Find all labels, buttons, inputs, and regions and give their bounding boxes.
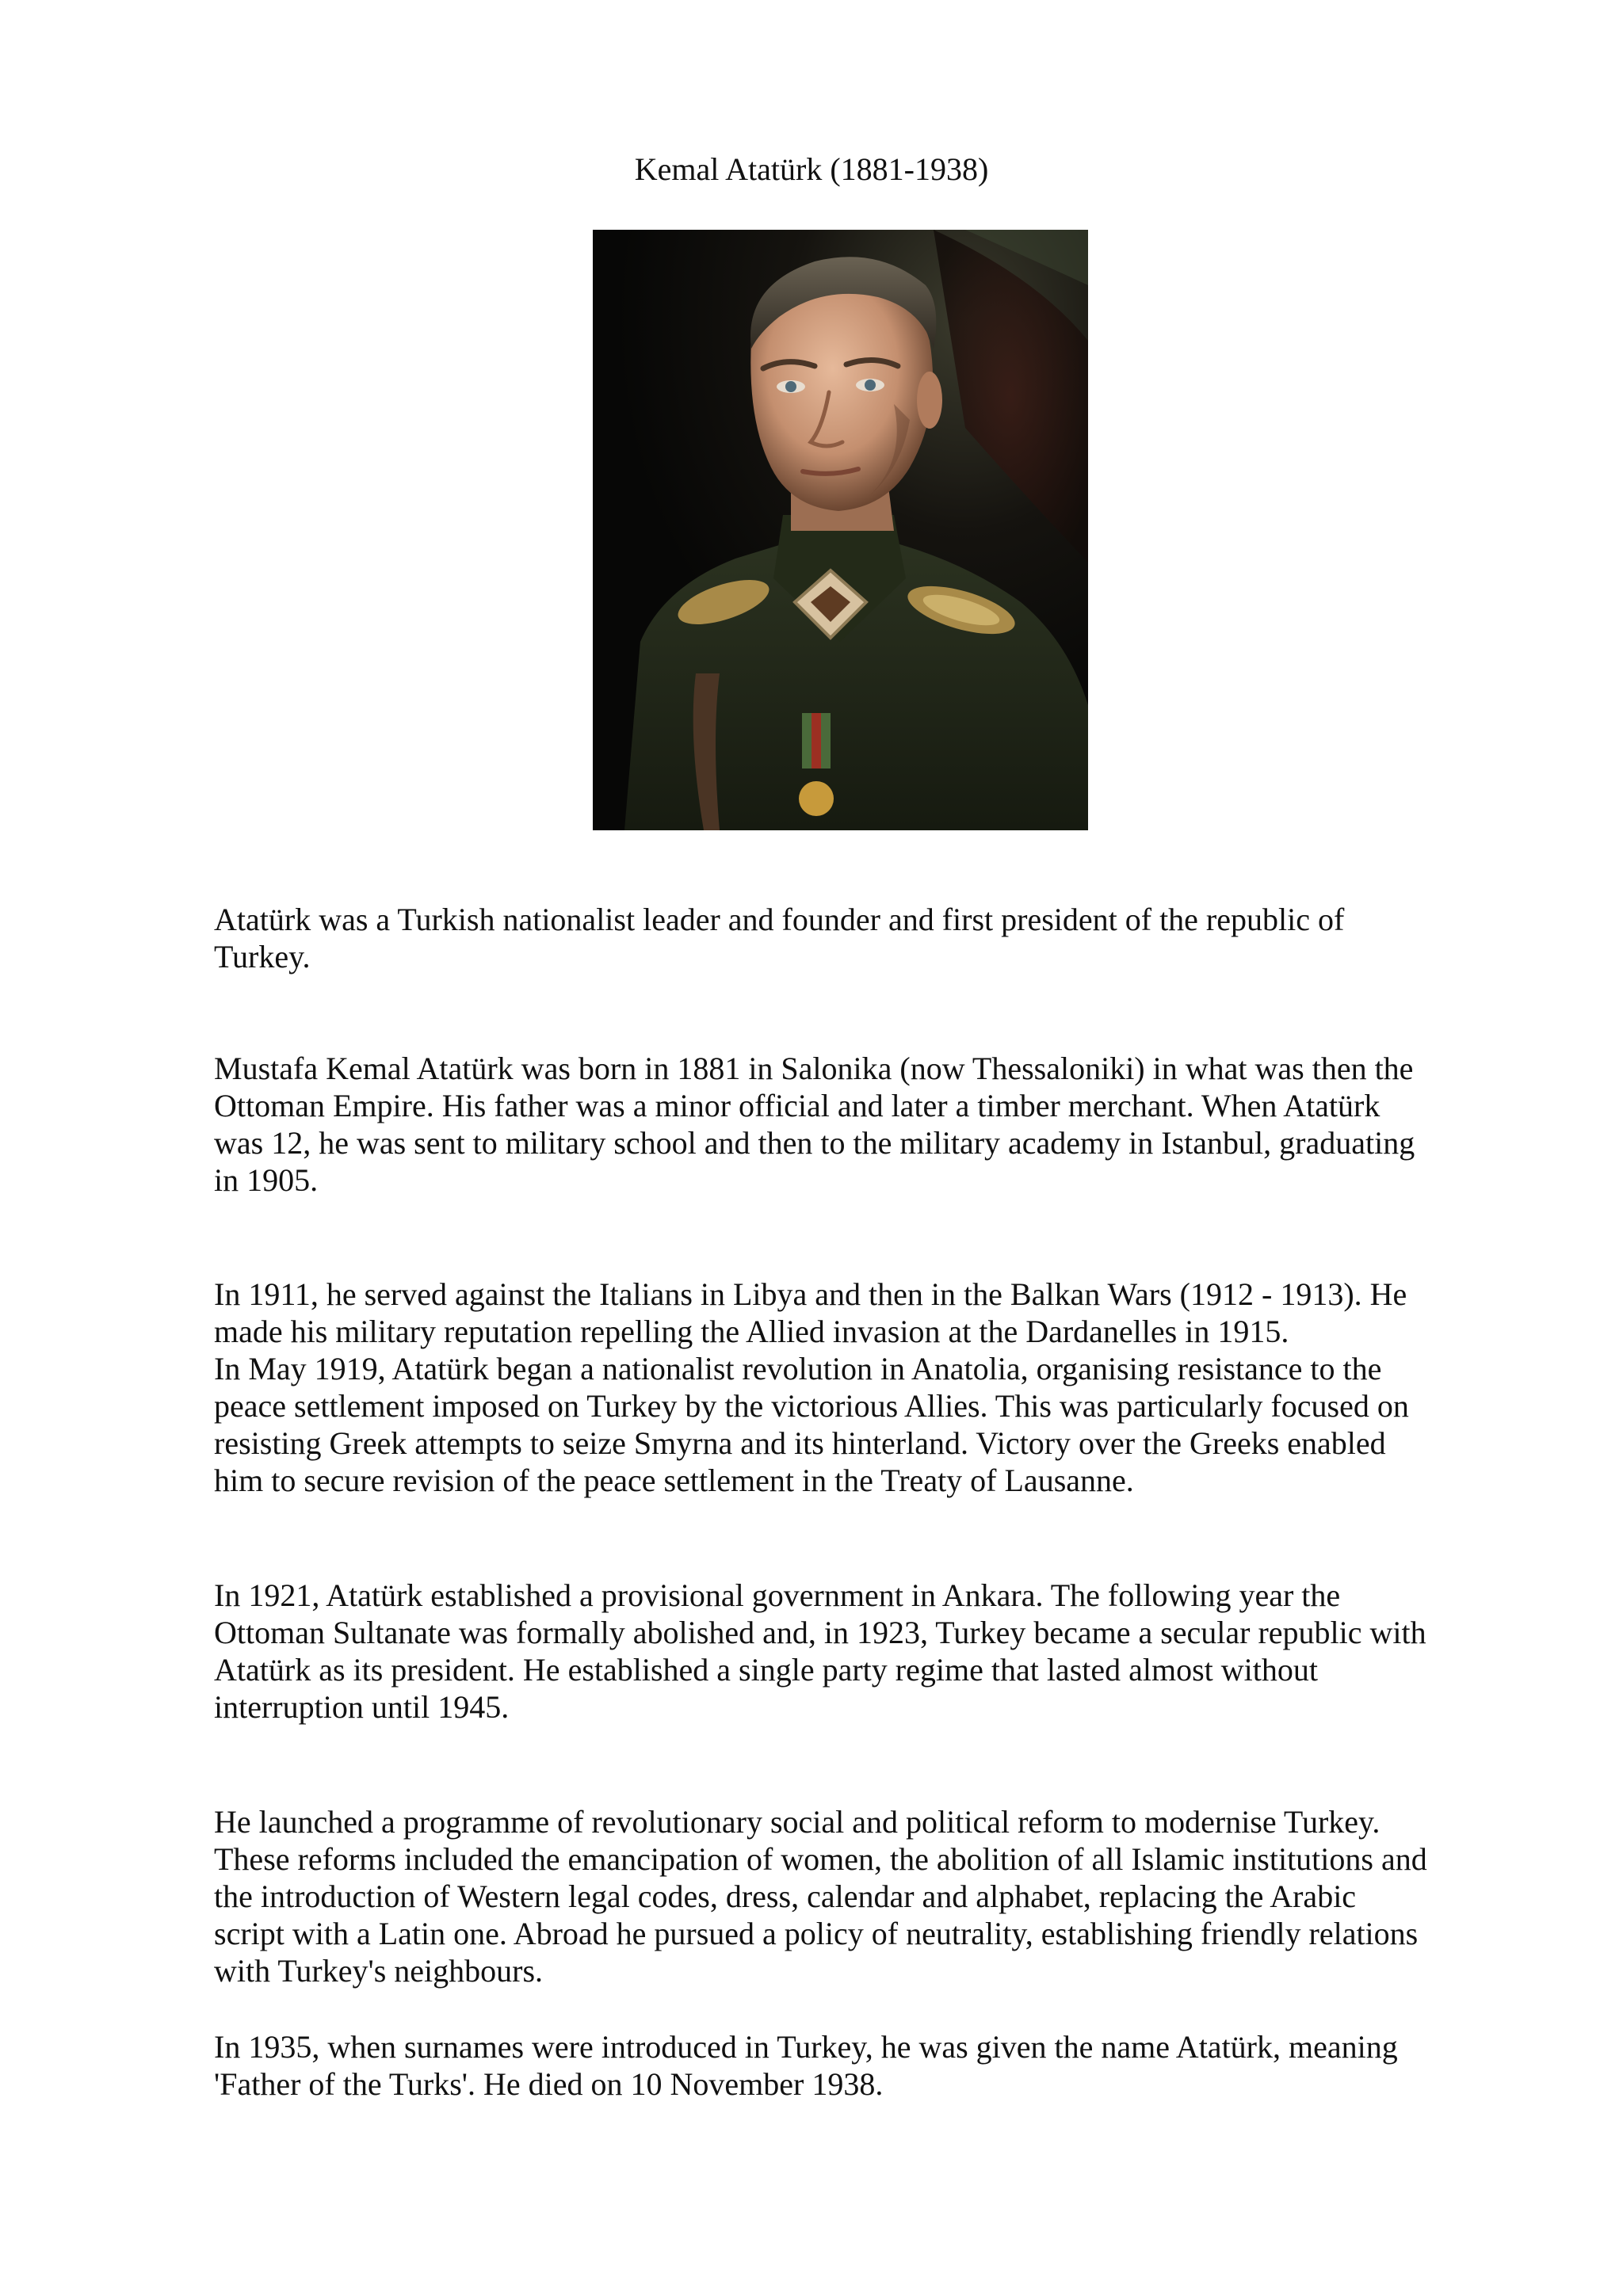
- portrait-illustration: [593, 230, 1088, 830]
- paragraph-early-life: Mustafa Kemal Atatürk was born in 1881 in Salonika (now Thessaloniki) in what was then the Ottoman Empire. His father was a minor official and later a timber merchant. When Atatürk was 12, he was sent to military school and then to the military academy in Istanbul, graduating in 1905.: [214, 1051, 1415, 1198]
- page-title: Kemal Atatürk (1881-1938): [634, 151, 989, 187]
- paragraph-military-career: In 1911, he served against the Italians in Libya and then in the Balkan Wars (1912 - 1913). He made his military reputation repelling the Allied invasion at the Dardanelles in 1915. In May 1919, Atatürk began a nationalist revolution in Anatolia, organising resistance to the peace settlement imposed on Turkey by the victorious Allies. This was particularly focused on resisting Greek attempts to seize Smyrna and its hinterland. Victory over the Greeks enabled him to secure revision of the peace settlement in the Treaty of Lausanne.: [214, 1276, 1409, 1498]
- paragraph-intro: Atatürk was a Turkish nationalist leader and founder and first president of the republic of Turkey.: [214, 902, 1345, 974]
- paragraph-reforms: He launched a programme of revolutionary social and political reform to modernise Turkey. These reforms included the emancipation of women, the abolition of all Islamic institutions and the introduction of Western legal codes, dress, calendar and alphabet, replacing the Arabic script with a Latin one. Abroad he pursued a policy of neutrality, establishing friendly relations with Turkey's neighbours.: [214, 1804, 1427, 1989]
- paragraph-surname-death: In 1935, when surnames were introduced in Turkey, he was given the name Atatürk, meaning 'Father of the Turks'. He died on 10 November 1938.: [214, 2029, 1398, 2102]
- portrait-photo: [593, 230, 1088, 830]
- paragraph-republic: In 1921, Atatürk established a provisional government in Ankara. The following year the Ottoman Sultanate was formally abolished and, in 1923, Turkey became a secular republic with Atatürk as its president. He established a single party regime that lasted almost without interruption until 1945.: [214, 1577, 1426, 1725]
